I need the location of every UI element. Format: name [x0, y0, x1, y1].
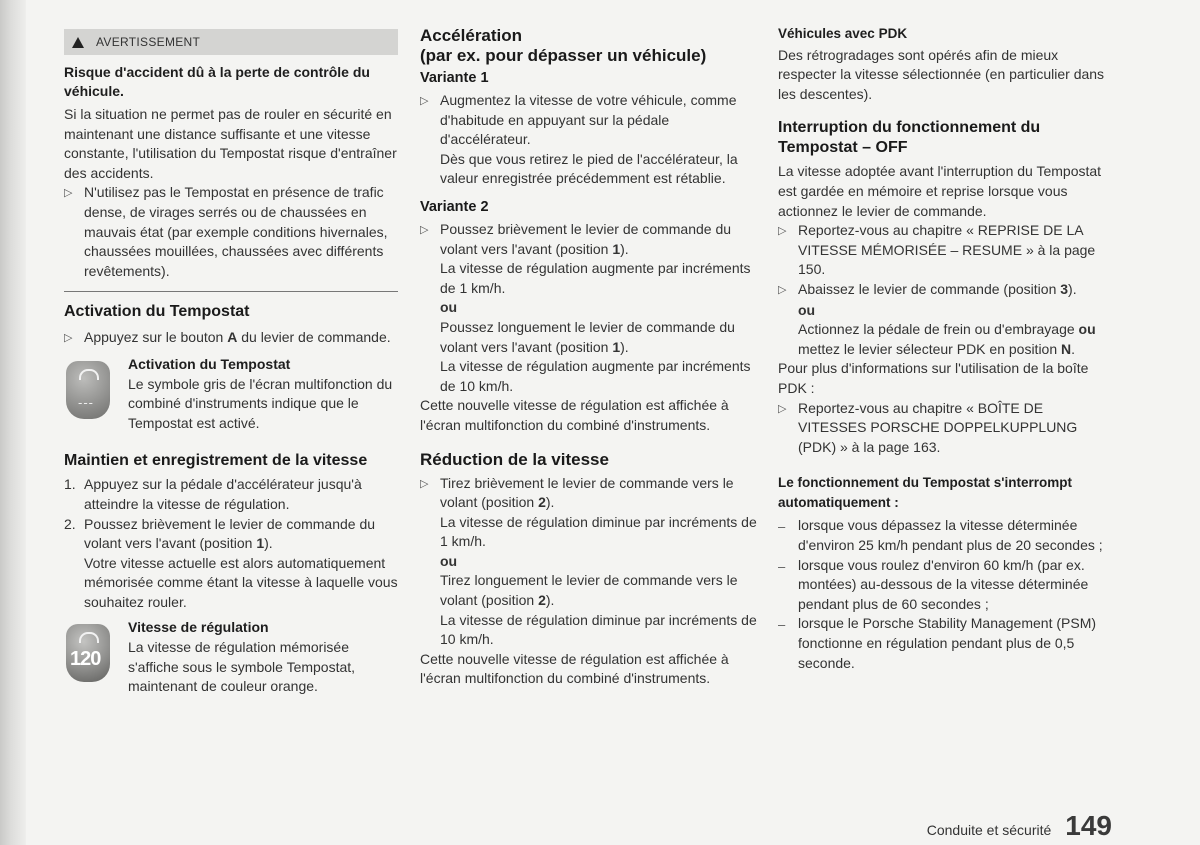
variante-1-heading: Variante 1: [420, 70, 489, 86]
bullet-arrow-icon: ▷: [420, 477, 429, 490]
variante-1-note: Dès que vous retirez le pied de l'accélérateur, la valeur enregistrée précédemment est rétablie.: [440, 150, 738, 187]
pdk-body: Des rétrogradages sont opérés afin de mieux respecter la vitesse sélectionnée (en particulier dans les descentes).: [778, 46, 1105, 102]
bullet-arrow-icon: ▷: [64, 187, 73, 200]
reduction-bullet: ▷ Tirez brièvement le levier de commande vers le volant (position 2).: [420, 474, 758, 513]
variante-2-step-10km: La vitesse de régulation augmente par incréments de 10 km/h.: [440, 358, 751, 394]
warning-body: Si la situation ne permet pas de rouler en sécurité en maintenant une distance suffisante et une vitesse constante, l'utilisation du Tempostat risque d'entraîner des accidents.: [64, 106, 397, 181]
interruption-bullet-3: ▷ Reportez-vous au chapitre « BOÎTE DE VITESSES PORSCHE DOPPELKUPPLUNG (PDK) » à la page 163.: [778, 399, 1108, 458]
warning-bullet: ▷ N'utilisez pas le Tempostat en présence de trafic dense, de virages serrés ou de chaussées en mauvais état (par exemple conditions hivernales, chaussées mouillées, chaussées avec différents revêtements).: [64, 183, 398, 281]
interruption-heading-line2: Tempostat – OFF: [778, 139, 908, 157]
variante-2-bullet: ▷ Poussez brièvement le levier de commande du volant vers l'avant (position 1).: [420, 220, 758, 259]
bullet-arrow-icon: ▷: [420, 95, 429, 107]
interruption-heading-line1: Interruption du fonctionnement du: [778, 119, 1041, 137]
interruption-bullet-2: ▷ Abaissez le levier de commande (position 3).: [778, 280, 1108, 301]
reduction-display-note: Cette nouvelle vitesse de régulation est affichée à l'écran multifonction du combiné d'instruments.: [420, 650, 729, 687]
activation-bullet: ▷ Appuyez sur le bouton A du levier de commande.: [64, 328, 398, 349]
regulation-symbol-block: [64, 618, 398, 696]
tempostat-orange-symbol-icon: 120: [66, 624, 110, 682]
interruption-body: La vitesse adoptée avant l'interruption du Tempostat est gardée en mémoire et reprise lorsque vous actionnez le levier de commande.: [778, 163, 1102, 219]
warning-header: [64, 29, 398, 55]
pdk-title: Véhicules avec PDK: [778, 26, 908, 41]
interruption-alt: Actionnez la pédale de frein ou d'embrayage ou mettez le levier sélecteur PDK en position N.: [798, 321, 1096, 357]
interruption-bullet-1: ▷ Reportez-vous au chapitre « REPRISE DE LA VITESSE MÉMORISÉE – RESUME » à la page 150.: [778, 221, 1108, 280]
variante-2-ou: ou: [440, 299, 458, 316]
auto-interrupt-item-2: – lorsque vous roulez d'environ 60 km/h (par ex. montées) au-dessous de la vitesse déterminée pendant plus de 60 secondes ;: [778, 556, 1089, 612]
bullet-arrow-icon: ▷: [420, 223, 429, 236]
variante-2-step-1km: La vitesse de régulation augmente par incréments de 1 km/h.: [440, 260, 751, 296]
bullet-arrow-icon: ▷: [778, 402, 787, 415]
activation-heading: Activation du Tempostat: [64, 303, 250, 321]
reduction-ou: ou: [440, 552, 458, 569]
variante-1-bullet: ▷ Augmentez la vitesse de votre véhicule, comme d'habitude en appuyant sur la pédale d'accélérateur.: [420, 91, 758, 150]
maintien-step-1: 1. Appuyez sur la pédale d'accélérateur jusqu'à atteindre la vitesse de régulation.: [64, 476, 362, 512]
footer-section: Conduite et sécurité: [926, 822, 1052, 838]
column-middle: [420, 26, 758, 689]
warning-divider: [64, 291, 398, 292]
page-footer: [927, 810, 1112, 842]
pdk-info: Pour plus d'informations sur l'utilisation de la boîte PDK :: [778, 360, 1089, 396]
regulation-symbol-title: Vitesse de régulation: [128, 619, 269, 636]
variante-2-heading: Variante 2: [420, 198, 489, 215]
book-gutter: [0, 0, 26, 845]
activation-symbol-title: Activation du Tempostat: [128, 355, 291, 372]
regulation-symbol-text: La vitesse de régulation mémorisée s'affiche sous le symbole Tempostat, maintenant de couleur orange.: [128, 639, 356, 695]
interruption-ou: ou: [798, 301, 816, 318]
bullet-arrow-icon: ▷: [64, 332, 73, 345]
auto-interrupt-item-1: – lorsque vous dépassez la vitesse déterminée d'environ 25 km/h pendant plus de 20 secondes ;: [778, 517, 1103, 554]
warning-label: AVERTISSEMENT: [96, 35, 201, 49]
auto-interrupt-item-3: – lorsque le Porsche Stability Management (PSM) fonctionne en régulation pendant plus de 0,5 seconde.: [778, 615, 1097, 671]
reduction-step-1km: La vitesse de régulation diminue par incréments de 1 km/h.: [440, 513, 757, 550]
auto-interrupt-title: Le fonctionnement du Tempostat s'interrompt automatiquement :: [778, 475, 1072, 510]
variante-2-long-press: Poussez longuement le levier de commande du volant vers l'avant (position 1).: [440, 318, 735, 355]
maintien-heading: Maintien et enregistrement de la vitesse: [64, 452, 368, 470]
warning-title: Risque d'accident dû à la perte de contrôle du véhicule.: [64, 64, 370, 99]
maintien-step-2: 2. Poussez brièvement le levier de commande du volant vers l'avant (position 1).: [64, 515, 376, 552]
reduction-long-press: Tirez longuement le levier de commande vers le volant (position 2).: [440, 572, 738, 609]
column-right: [778, 24, 1108, 673]
page-number: 149: [1065, 810, 1112, 841]
tempostat-grey-symbol-icon: ---: [66, 361, 110, 419]
reduction-heading: Réduction de la vitesse: [420, 449, 609, 469]
bullet-arrow-icon: ▷: [778, 225, 787, 238]
acceleration-heading-line2: (par ex. pour dépasser un véhicule): [420, 46, 707, 65]
column-left: [64, 24, 398, 697]
reduction-step-10km: La vitesse de régulation diminue par incréments de 10 km/h.: [440, 611, 757, 648]
bullet-arrow-icon: ▷: [778, 283, 787, 296]
acceleration-heading-line1: Accélération: [420, 26, 523, 45]
warning-triangle-icon: [72, 37, 84, 48]
activation-symbol-text: Le symbole gris de l'écran multifonction du combiné d'instruments indique que le Tempostat est activé.: [128, 375, 393, 431]
acceleration-display-note: Cette nouvelle vitesse de régulation est affichée à l'écran multifonction du combiné d'instruments.: [420, 397, 729, 433]
maintien-step-2-note: Votre vitesse actuelle est alors automatiquement mémorisée comme étant la vitesse à laquelle vous souhaitez rouler.: [84, 554, 398, 610]
activation-symbol-block: [64, 355, 398, 433]
